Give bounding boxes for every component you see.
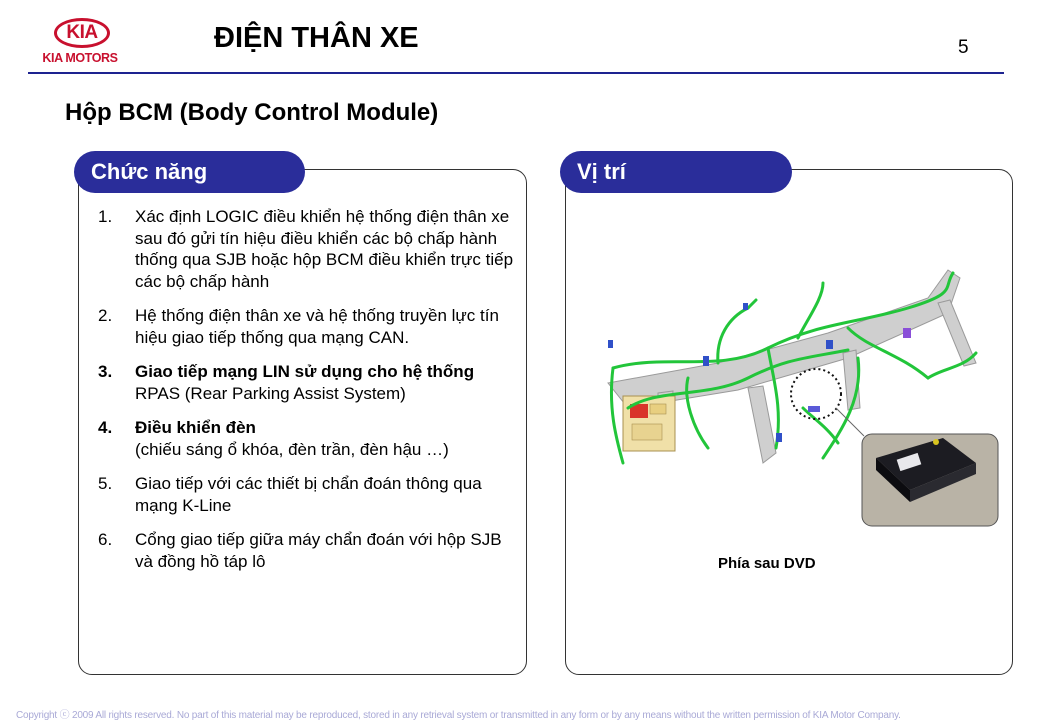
item-text: Giao tiếp với các thiết bị chẩn đoán thông qua mạng K-Line — [135, 474, 482, 515]
list-item — [98, 361, 518, 404]
copyright-footer: Copyright ⓒ 2009 All rights reserved. No part of this material may be reproduced, stored in any retrieval system or transmitted in any form or by any means without the written permission of KIA Motor Company. — [16, 710, 901, 721]
page-number: 5 — [958, 37, 969, 58]
location-caption: Phía sau DVD — [718, 555, 816, 572]
list-item — [98, 305, 518, 348]
item-text: Cổng giao tiếp giữa máy chẩn đoán với hộp SJB và đồng hồ táp lô — [135, 530, 502, 571]
list-item — [98, 206, 518, 292]
item-heading: Điều khiển đèn — [135, 418, 256, 437]
list-item — [98, 417, 518, 460]
bcm-module-photo — [862, 434, 998, 526]
function-list — [98, 206, 518, 585]
item-text: Xác định LOGIC điều khiển hệ thống điện thân xe sau đó gửi tín hiệu điều khiển các bộ chấp hành thống qua SJB hoặc hộp BCM điều khiển trực tiếp các bộ chấp hành — [135, 207, 514, 291]
kia-motors-logo — [34, 18, 126, 68]
header-divider — [28, 72, 1004, 74]
item-text: Hệ thống điện thân xe và hệ thống truyền lực tín hiệu giao tiếp thống qua mạng CAN. — [135, 306, 499, 347]
item-text: (chiếu sáng ổ khóa, đèn trần, đèn hậu …) — [135, 439, 449, 459]
item-number: 5. — [98, 474, 113, 493]
item-text: RPAS (Rear Parking Assist System) — [135, 383, 406, 403]
item-number: 6. — [98, 530, 113, 549]
item-number: 4. — [98, 418, 113, 437]
item-number: 1. — [98, 207, 113, 226]
location-tab: Vị trí — [560, 151, 792, 193]
item-heading: Giao tiếp mạng LIN sử dụng cho hệ thống — [135, 362, 475, 381]
page-title: ĐIỆN THÂN XE — [214, 22, 419, 54]
list-item — [98, 473, 518, 516]
section-subtitle: Hộp BCM (Body Control Module) — [65, 99, 439, 126]
list-item — [98, 529, 518, 572]
kia-logo-mark: KIA — [54, 18, 110, 48]
junction-box-illustration — [623, 396, 675, 451]
item-number: 2. — [98, 306, 113, 325]
item-number: 3. — [98, 362, 113, 381]
function-tab: Chức năng — [74, 151, 305, 193]
bcm-wiring-harness-illustration — [598, 258, 1002, 538]
kia-logo-text: KIA MOTORS — [42, 51, 118, 65]
